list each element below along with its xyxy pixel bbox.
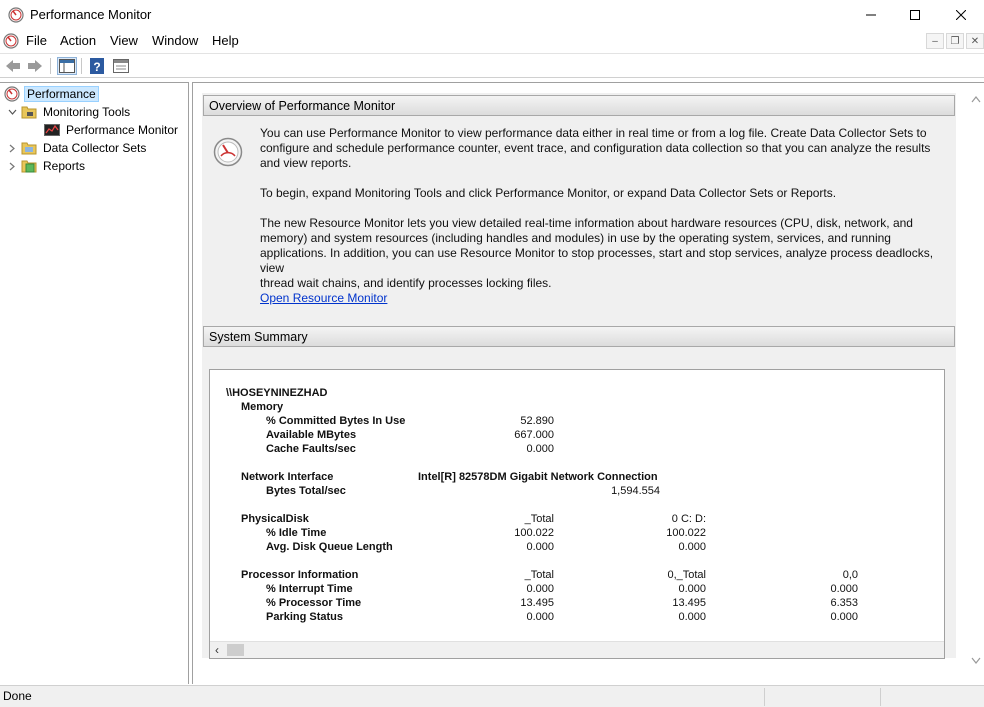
counter-value: 0.000: [526, 611, 554, 623]
counter-value: 0.000: [830, 611, 858, 623]
text-line: The new Resource Monitor lets you view detailed real-time information about hardware resources (CPU, disk, network, and: [260, 216, 913, 230]
status-bar: [0, 685, 984, 707]
toolbar-separator: [81, 58, 82, 74]
machine-name: \\HOSEYNINEZHAD: [226, 387, 328, 399]
show-hide-tree-button[interactable]: [57, 57, 77, 75]
minimize-icon: –: [932, 35, 938, 47]
network-label: Network Interface: [241, 471, 334, 483]
network-instance: Intel[R] 82578DM Gigabit Network Connection: [418, 471, 658, 483]
mdi-restore-button[interactable]: [946, 33, 964, 49]
menu-view[interactable]: View: [110, 33, 138, 48]
text-line: applications. In addition, you can use Resource Monitor to stop processes, start and stop services, analyze process deadlocks, view: [260, 246, 934, 275]
column-header: _Total: [524, 513, 554, 525]
tree-item-performance-monitor[interactable]: [44, 121, 180, 139]
counter-value: 0.000: [526, 443, 554, 455]
toolbar-separator: [50, 58, 51, 74]
counter-name: % Interrupt Time: [266, 583, 353, 595]
tree-item-label: Monitoring Tools: [43, 105, 131, 119]
counter-name: Parking Status: [266, 611, 344, 623]
folder-icon: [21, 140, 37, 156]
overview-panel: [202, 93, 956, 658]
horizontal-scrollbar[interactable]: [210, 641, 944, 658]
tree-item-performance[interactable]: [4, 85, 99, 103]
scroll-thumb[interactable]: [227, 644, 244, 656]
processor-label: Processor Information: [241, 569, 359, 581]
counter-name: Bytes Total/sec: [266, 485, 346, 497]
menu-action[interactable]: Action: [60, 33, 97, 48]
counter-value: 6.353: [830, 597, 858, 609]
overview-paragraph-1: [260, 126, 950, 171]
details-pane: [192, 82, 984, 684]
counter-value: 0.000: [526, 541, 554, 553]
counter-value: 0.000: [678, 583, 706, 595]
scroll-left-icon[interactable]: ‹: [215, 643, 219, 657]
tree-item-reports[interactable]: [6, 157, 87, 175]
menu-bar: [0, 30, 984, 52]
tree-item-label: Reports: [43, 159, 86, 173]
menu-help[interactable]: Help: [212, 33, 239, 48]
close-icon: [956, 10, 966, 20]
status-separator: [764, 688, 765, 706]
tree-item-label: Performance Monitor: [66, 123, 179, 137]
counter-value: 1,594.554: [611, 485, 660, 497]
toolbar: [0, 53, 984, 78]
mdi-minimize-button[interactable]: [926, 33, 944, 49]
text-line: You can use Performance Monitor to view performance data either in real time or from a log file. Create Data Collector Sets to: [260, 126, 927, 140]
system-menu-icon[interactable]: [3, 33, 19, 49]
close-icon: ✕: [970, 35, 980, 47]
help-icon: [89, 58, 105, 74]
counter-name: % Idle Time: [266, 527, 327, 539]
overview-header: Overview of Performance Monitor: [203, 95, 955, 116]
counter-name: Available MBytes: [266, 429, 357, 441]
perfmon-icon: [4, 86, 20, 102]
column-header: 0 C: D:: [671, 513, 706, 525]
counter-value: 0.000: [678, 541, 706, 553]
system-summary-box: [209, 369, 945, 659]
reports-icon: [21, 158, 37, 174]
system-summary-header: System Summary: [203, 326, 955, 347]
counter-value: 52.890: [520, 415, 554, 427]
window-title: Performance Monitor: [30, 7, 152, 22]
console-tree: [0, 82, 189, 684]
text-line: configure and schedule performance counter, event trace, and configuration data collection so that you can analyze the results: [260, 141, 931, 155]
console-tree-icon: [59, 59, 75, 73]
physicaldisk-label: PhysicalDisk: [241, 513, 309, 525]
counter-name: Avg. Disk Queue Length: [266, 541, 393, 553]
maximize-button[interactable]: [892, 0, 938, 30]
chart-icon: [44, 122, 60, 138]
svg-text:?: ?: [93, 60, 101, 74]
vertical-scrollbar[interactable]: [967, 83, 984, 683]
counter-value: 100.022: [666, 527, 706, 539]
tree-item-monitoring-tools[interactable]: [6, 103, 132, 121]
status-separator: [880, 688, 881, 706]
text-line: and view reports.: [260, 156, 352, 170]
title-bar: [0, 0, 984, 30]
text-line: thread wait chains, and identify processes locking files.: [260, 276, 552, 290]
restore-icon: ❐: [950, 35, 960, 47]
expanded-chevron-icon[interactable]: [6, 106, 18, 118]
collapsed-chevron-icon[interactable]: [6, 142, 18, 154]
column-header: _Total: [524, 569, 554, 581]
minimize-button[interactable]: [848, 0, 894, 30]
counter-value: 0.000: [830, 583, 858, 595]
back-button[interactable]: [3, 57, 23, 75]
perfmon-app-icon: [8, 7, 24, 23]
help-button[interactable]: [87, 57, 107, 75]
maximize-icon: [910, 10, 920, 20]
menu-window[interactable]: Window: [152, 33, 199, 48]
properties-button[interactable]: [111, 57, 131, 75]
collapsed-chevron-icon[interactable]: [6, 160, 18, 172]
perfmon-large-icon: [213, 137, 243, 167]
counter-value: 0.000: [526, 583, 554, 595]
status-text: Done: [3, 689, 32, 703]
folder-icon: [21, 104, 37, 120]
link-container: [260, 291, 950, 306]
column-header: 0,0: [842, 569, 858, 581]
counter-value: 667.000: [514, 429, 554, 441]
scroll-down-icon[interactable]: [971, 656, 981, 667]
column-header: 0,_Total: [667, 569, 706, 581]
tree-item-label: Performance: [24, 86, 99, 102]
counter-value: 13.495: [672, 597, 706, 609]
memory-label: Memory: [241, 401, 284, 413]
tree-item-label: Data Collector Sets: [43, 141, 147, 155]
counter-value: 0.000: [678, 611, 706, 623]
forward-button[interactable]: [25, 57, 45, 75]
open-resource-monitor-link[interactable]: Open Resource Monitor: [260, 291, 388, 305]
forward-arrow-icon: [27, 59, 43, 73]
back-arrow-icon: [5, 59, 21, 73]
counter-name: Cache Faults/sec: [266, 443, 356, 455]
properties-icon: [113, 59, 129, 73]
overview-paragraph-3: [260, 216, 950, 291]
counter-name: % Committed Bytes In Use: [266, 415, 406, 427]
scroll-up-icon[interactable]: [971, 95, 981, 106]
close-button[interactable]: [938, 0, 984, 30]
tree-item-data-collector-sets[interactable]: [6, 139, 148, 157]
menu-file[interactable]: File: [26, 33, 47, 48]
mdi-close-button[interactable]: [966, 33, 984, 49]
counter-value: 100.022: [514, 527, 554, 539]
counter-name: % Processor Time: [266, 597, 362, 609]
overview-paragraph-2: To begin, expand Monitoring Tools and click Performance Monitor, or expand Data Collector Sets or Reports.: [260, 186, 837, 200]
counter-value: 13.495: [520, 597, 554, 609]
minimize-icon: [866, 10, 876, 20]
text-line: memory) and system resources (including handles and modules) in use by the operating system, services, and running: [260, 231, 891, 245]
